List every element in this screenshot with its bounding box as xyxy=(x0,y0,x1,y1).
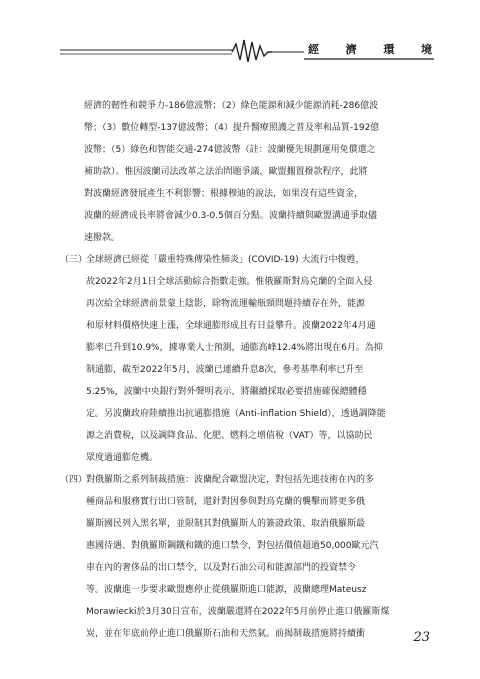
text-line: 制通膨，截至2022年5月，波蘭已連續升息8次，參考基準利率已升至 xyxy=(86,365,364,375)
text-line: 源之消費稅，以及調降食品、化肥、燃料之增值稅（VAT）等，以協助民 xyxy=(86,431,373,441)
section-title-char: 經 xyxy=(308,43,319,56)
text-line: 對波蘭經濟發展產生不利影響；根據穆迪的說法，如果沒有這些資金， xyxy=(84,189,364,199)
text-line: 炭，並在年底前停止進口俄羅斯石油和天然氣。前揭制裁措施將持續衝 xyxy=(86,629,366,639)
heartbeat-wave-icon xyxy=(232,40,272,62)
main-text xyxy=(60,95,432,645)
page-header xyxy=(0,0,480,80)
text-line: 補助款）。惟因波蘭司法改革之法治問題爭議，歐盟擱置撥款程序，此將 xyxy=(84,167,368,177)
text-line: 和原材料價格快速上漲，全球通膨形成且有日益攀升。波蘭2022年4月通 xyxy=(86,321,376,331)
text-line: 對俄羅斯之系列制裁措施：波蘭配合歐盟決定，對包括先進技術在內的多 xyxy=(86,475,375,485)
text-line: 5.25%，波蘭中央銀行對外聲明表示，將繼續採取必要措施確保總體穩 xyxy=(86,387,367,397)
section-title-char: 濟 xyxy=(345,43,357,56)
list-item-3 xyxy=(60,249,432,469)
text-line: 車在內的奢侈品的出口禁令，以及對石油公司和能源部門的投資禁令 xyxy=(86,563,357,573)
page-number: 23 xyxy=(413,630,430,645)
text-line: Morawiecki於3月30日宣布，波蘭嚴還將在2022年5月前停止進口俄羅斯煤 xyxy=(86,607,390,617)
item-marker: （四） xyxy=(60,475,88,485)
section-title-char: 環 xyxy=(383,43,395,56)
text-line: 眾度過通膨危機。 xyxy=(86,453,159,463)
header-decoration xyxy=(0,0,480,80)
text-line: 種商品和服務實行出口管制，還針對因參與對烏克蘭的襲擊而將更多俄 xyxy=(86,497,366,507)
text-line: 惠國待遇、對俄羅斯鋼鐵和鐵的進口禁令，對包括價值超過50,000歐元汽 xyxy=(86,541,379,551)
text-line: 速撥款。 xyxy=(84,233,121,243)
text-line: 定。另波蘭政府陸續推出抗通膨措施（Anti-inflation Shield），透過調降能 xyxy=(86,409,386,419)
item-marker: （三） xyxy=(60,255,88,265)
text-line: 故2022年2月1日全球活動綜合指數走強。惟俄羅斯對烏克蘭的全面入侵 xyxy=(86,277,373,287)
text-line: 幣；（3）數位轉型-137億波幣；（4）提升醫療照護之普及率和品質-192億 xyxy=(84,123,380,133)
text-line: 波幣；（5）綠色和智能交通-274億波幣（註：波蘭優先規劃運用免償還之 xyxy=(84,145,376,155)
text-line: 再次給全球經濟前景蒙上陰影，除物流運輸瓶頸問題持續存在外，能源 xyxy=(86,299,366,309)
text-line: 等。波蘭進一步要求歐盟應停止從俄羅斯進口能源，波蘭總理Mateusz xyxy=(86,585,367,595)
text-line: 膨率已升到10.9%，據專業人士預測，通膨高峰12.4%將出現在6月。為抑 xyxy=(86,343,383,353)
list-item-4 xyxy=(60,469,432,645)
text-line: 羅斯國民列入黑名單，並限制其對俄羅斯人的簽證政策、取消俄羅斯最 xyxy=(86,519,366,529)
text-line: 經濟的韌性和競爭力-186億波幣；（2）綠色能源和減少能源消耗-286億波 xyxy=(84,101,379,111)
section-title xyxy=(308,41,432,57)
continuation-paragraph xyxy=(60,95,432,249)
text-line: 波蘭的經濟成長率將會減少0.3-0.5個百分點。波蘭持續與歐盟溝通爭取儘 xyxy=(84,211,377,221)
text-line: 全球經濟已經從「嚴重特殊傳染性肺炎」(COVID-19) 大流行中復甦， xyxy=(86,255,365,265)
section-title-char: 境 xyxy=(420,43,432,56)
